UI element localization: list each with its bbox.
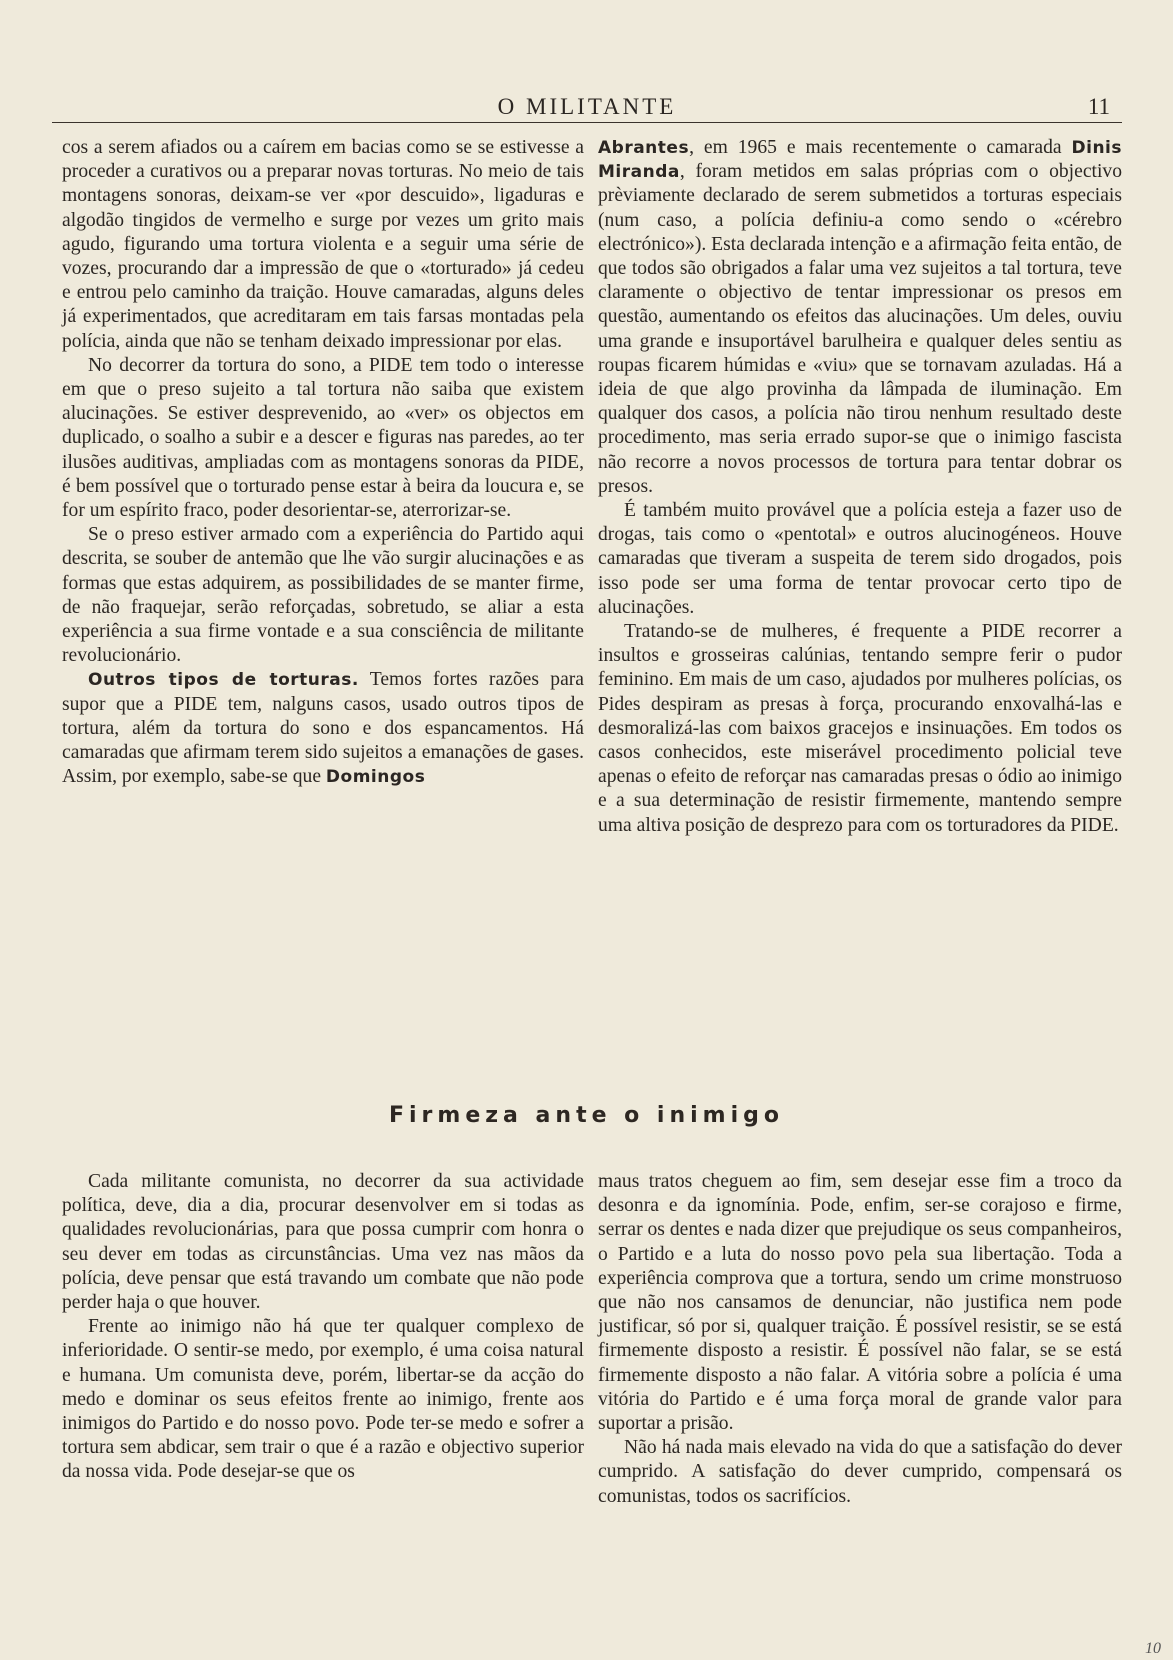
journal-title: O MILITANTE (497, 94, 677, 119)
column-3 (62, 1170, 584, 1485)
paragraph: Tratando-se de mulheres, é frequente a PIDE recorrer a insultos e grosseiras calúnias, tentando sempre ferir o pudor feminino. Em mais de um caso, ajudados por mulheres polícias, os Pides despiram as presas à força, procurando enxovalhá-las e desmoralizá-las com baixos gracejos e insinuações. Em todos os casos conhecidos, este miserável procedimento policial teve apenas o efeito de reforçar nas camaradas presas o ódio ao inimigo e a sua determinação de resistir firmemente, mantendo sempre uma altiva posição de desprezo para com os torturadores da PIDE. (598, 621, 1122, 836)
paragraph: Se o preso estiver armado com a experiência do Partido aqui descrita, se souber de antemão que lhe vão surgir alucinações e as formas que estas adquirem, as possibilidades de se manter firme, de não fraquejar, serão reforçadas, sobretudo, se aliar a esta experiência a sua firme vontade e a sua consciência de militante revolucionário. (62, 524, 584, 667)
paragraph: É também muito provável que a polícia esteja a fazer uso de drogas, tais como o «pentotal» e outros alucinogéneos. Houve camaradas que tiveram a suspeita de terem sido drogados, pois isso pode ser uma forma de tentar provocar certo tipo de alucinações. (598, 500, 1122, 618)
paragraph (62, 668, 584, 789)
paragraph-text: , foram metidos em salas próprias com o objectivo prèviamente declarado de serem submetidos a torturas especiais (num caso, a polícia definiu-a como sendo o «cérebro electrónico»). Esta declarada intenção e a afirmação feita então, de que todos são obrigados a falar uma vez sujeitos a tal tortura, teve claramente o objectivo de tentar impressionar os presos em questão, aumentando os efeitos das alucinações. Um deles, ouviu uma grande e insuportável barulheira e qualquer deles sentiu as roupas ficarem húmidas e «viu» que se tornavam azuladas. Há a ideia de que algo provinha da lâmpada de iluminação. Em qualquer dos casos, a polícia não tirou nenhum resultado deste procedimento, mas seria errado supor-se que o inimigo fascista não recorre a novos processos de tortura para tentar dobrar os presos. (598, 161, 1122, 497)
person-name: Domingos (325, 767, 426, 788)
paragraph-text: Temos fortes razões para supor que a PIDE tem, nalguns casos, usado outros tipos de tortura, além da tortura do sono e dos espancamentos. Há camaradas que afirmam terem sido sujeitos a emanações de gases. Assim, por exemplo, sabe-se que (62, 669, 584, 788)
page-header (52, 92, 1122, 126)
paragraph-text: , em 1965 e mais recentemente o camarada (689, 137, 1072, 158)
paragraph: maus tratos cheguem ao fim, sem desejar esse fim a troco da desonra e da ignomínia. Pode, enfim, ser-se corajoso e firme, serrar os dentes e nada dizer que prejudique os seus companheiros, o Partido e a luta do nosso povo pela sua libertação. Toda a experiência comprova que a tortura, sendo um crime monstruoso que não nos cansamos de denunciar, não justifica nem pode justificar, só por si, qualquer traição. É possível resistir, se se está firmemente disposto a resistir. É possível não falar, se se está firmemente disposto a não falar. A vitória sobre a polícia é uma vitória do Partido e é uma força moral de grande valor para suportar a prisão. (598, 1171, 1122, 1435)
person-name: Abrantes (598, 138, 690, 158)
paragraph: Cada militante comunista, no decorrer da sua actividade política, deve, dia a dia, procurar desenvolver em si todas as qualidades revolucionárias, para que possa cumprir com honra o seu dever em todas as circunstâncias. Uma vez nas mãos da polícia, deve pensar que está travando um combate que não pode perder haja o que houver. (62, 1171, 584, 1314)
paragraph: cos a serem afiados ou a caírem em bacias como se se estivesse a proceder a curativos ou a preparar novas torturas. No meio de tais montagens sonoras, deixam-se ver «por descuido», ligaduras e algodão tingidos de vermelho e surge por vezes um grito mais agudo, figurando uma tortura violenta e a seguir uma série de vozes, procurando dar a impressão de que o «torturado» já cedeu e entrou pelo caminho da traição. Houve camaradas, alguns deles já experimentados, que acreditaram em tais farsas montadas pela polícia, ainda que não se tenham deixado impressionar por elas. (62, 137, 584, 352)
section-heading: Firmeza ante o inimigo (388, 1103, 785, 1128)
corner-folio: 10 (1145, 1640, 1161, 1657)
paragraph: Não há nada mais elevado na vida do que a satisfação do dever cumprido. A satisfação do dever cumprido, compensará os comunistas, todos os sacrifícios. (598, 1437, 1122, 1507)
paragraph (598, 136, 1122, 499)
header-rule (52, 122, 1122, 123)
column-2 (598, 136, 1122, 838)
column-4 (598, 1170, 1122, 1509)
person-name: Dinis Miranda (598, 138, 1122, 183)
run-in-heading: Outros tipos de torturas. (88, 670, 359, 691)
paragraph: No decorrer da tortura do sono, a PIDE tem todo o interesse em que o preso sujeito a tal tortura não saiba que existem alucinações. Se estiver desprevenido, ao «ver» os objectos em duplicado, o soalho a subir e a descer e figuras nas paredes, ao ter ilusões auditivas, ampliadas com as montagens sonoras da PIDE, é bem possível que o torturado pense estar à beira da loucura e, se for um espírito fraco, poder desorientar-se, aterrorizar-se. (62, 354, 584, 522)
column-1 (62, 136, 584, 789)
page-number: 11 (1087, 94, 1110, 119)
paragraph: Frente ao inimigo não há que ter qualquer complexo de inferioridade. O sentir-se medo, por exemplo, é uma coisa natural e humana. Um comunista deve, porém, libertar-se da acção do medo e dominar os seus efeitos frente ao inimigo, frente aos inimigos do Partido e do nosso povo. Pode ter-se medo e sofrer a tortura sem abdicar, sem trair o que é a razão e objectivo superior da nossa vida. Pode desejar-se que os (62, 1316, 584, 1483)
